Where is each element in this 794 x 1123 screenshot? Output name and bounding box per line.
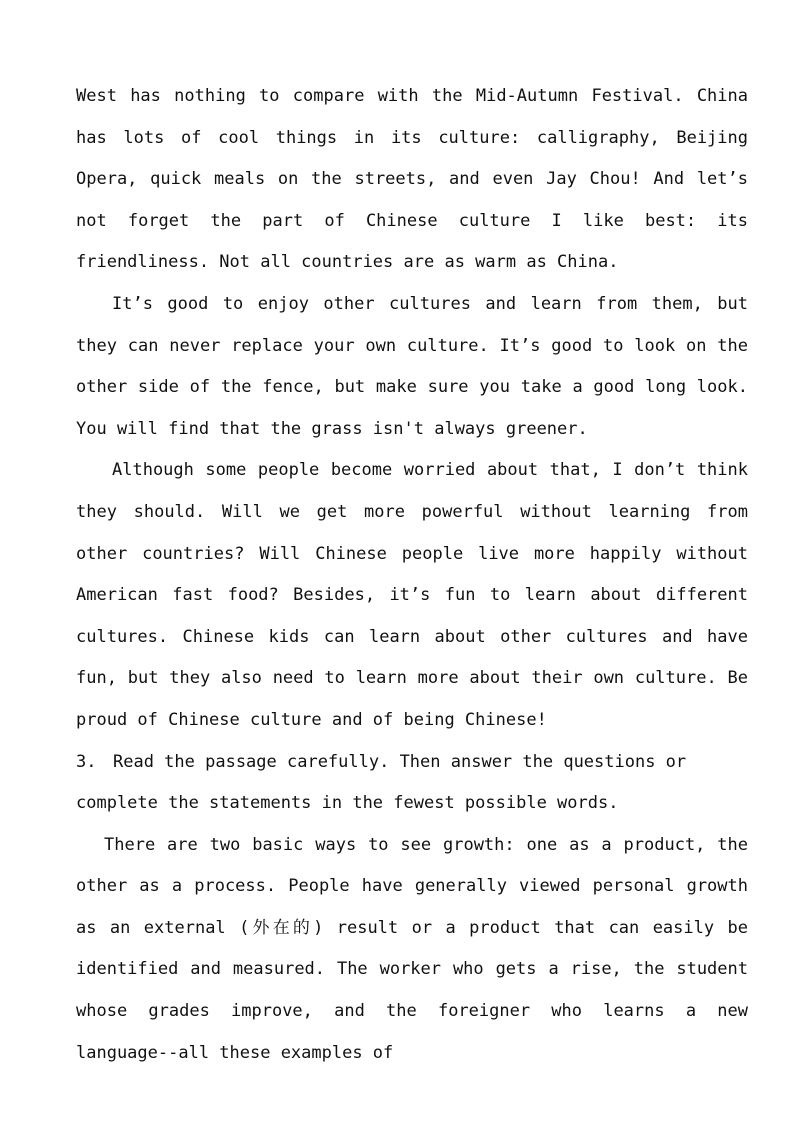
question-instruction: Read the passage carefully. Then answer the questions or complete the statements in the fewest possible words. [76, 751, 687, 814]
question-3 [76, 742, 748, 825]
paragraph-worried: Although some people become worried about that, I don’t think they should. Will we get more powerful without learning from other countries? Will Chinese people live more happily without American fast food? Besides, it’s fun to learn about different cultures. Chinese kids can learn about other cultures and have fun, but they also need to learn more about their own culture. Be proud of Chinese culture and of being Chinese! [76, 460, 748, 730]
paragraph-growth-passage: There are two basic ways to see growth: one as a product, the other as a process. People have generally viewed personal growth as an external (外在的) result or a product that can easily be identified and measured. The worker who gets a rise, the student whose grades improve, and the foreigner who learns a new language--all these examples of [76, 834, 748, 1063]
paragraph-other-cultures: It’s good to enjoy other cultures and learn from them, but they can never replace your own culture. It’s good to look on the other side of the fence, but make sure you take a good long look. You will find that the grass isn't always greener. [76, 293, 748, 439]
paragraph-mid-autumn: West has nothing to compare with the Mid-Autumn Festival. China has lots of cool things in its culture: calligraphy, Beijing Opera, quick meals on the streets, and even Jay Chou! And let’s not forget the part of Chinese culture I like best: its friendliness. Not all countries are as warm as China. [76, 86, 748, 273]
question-number: 3. [76, 751, 97, 772]
document-page [76, 76, 748, 1074]
